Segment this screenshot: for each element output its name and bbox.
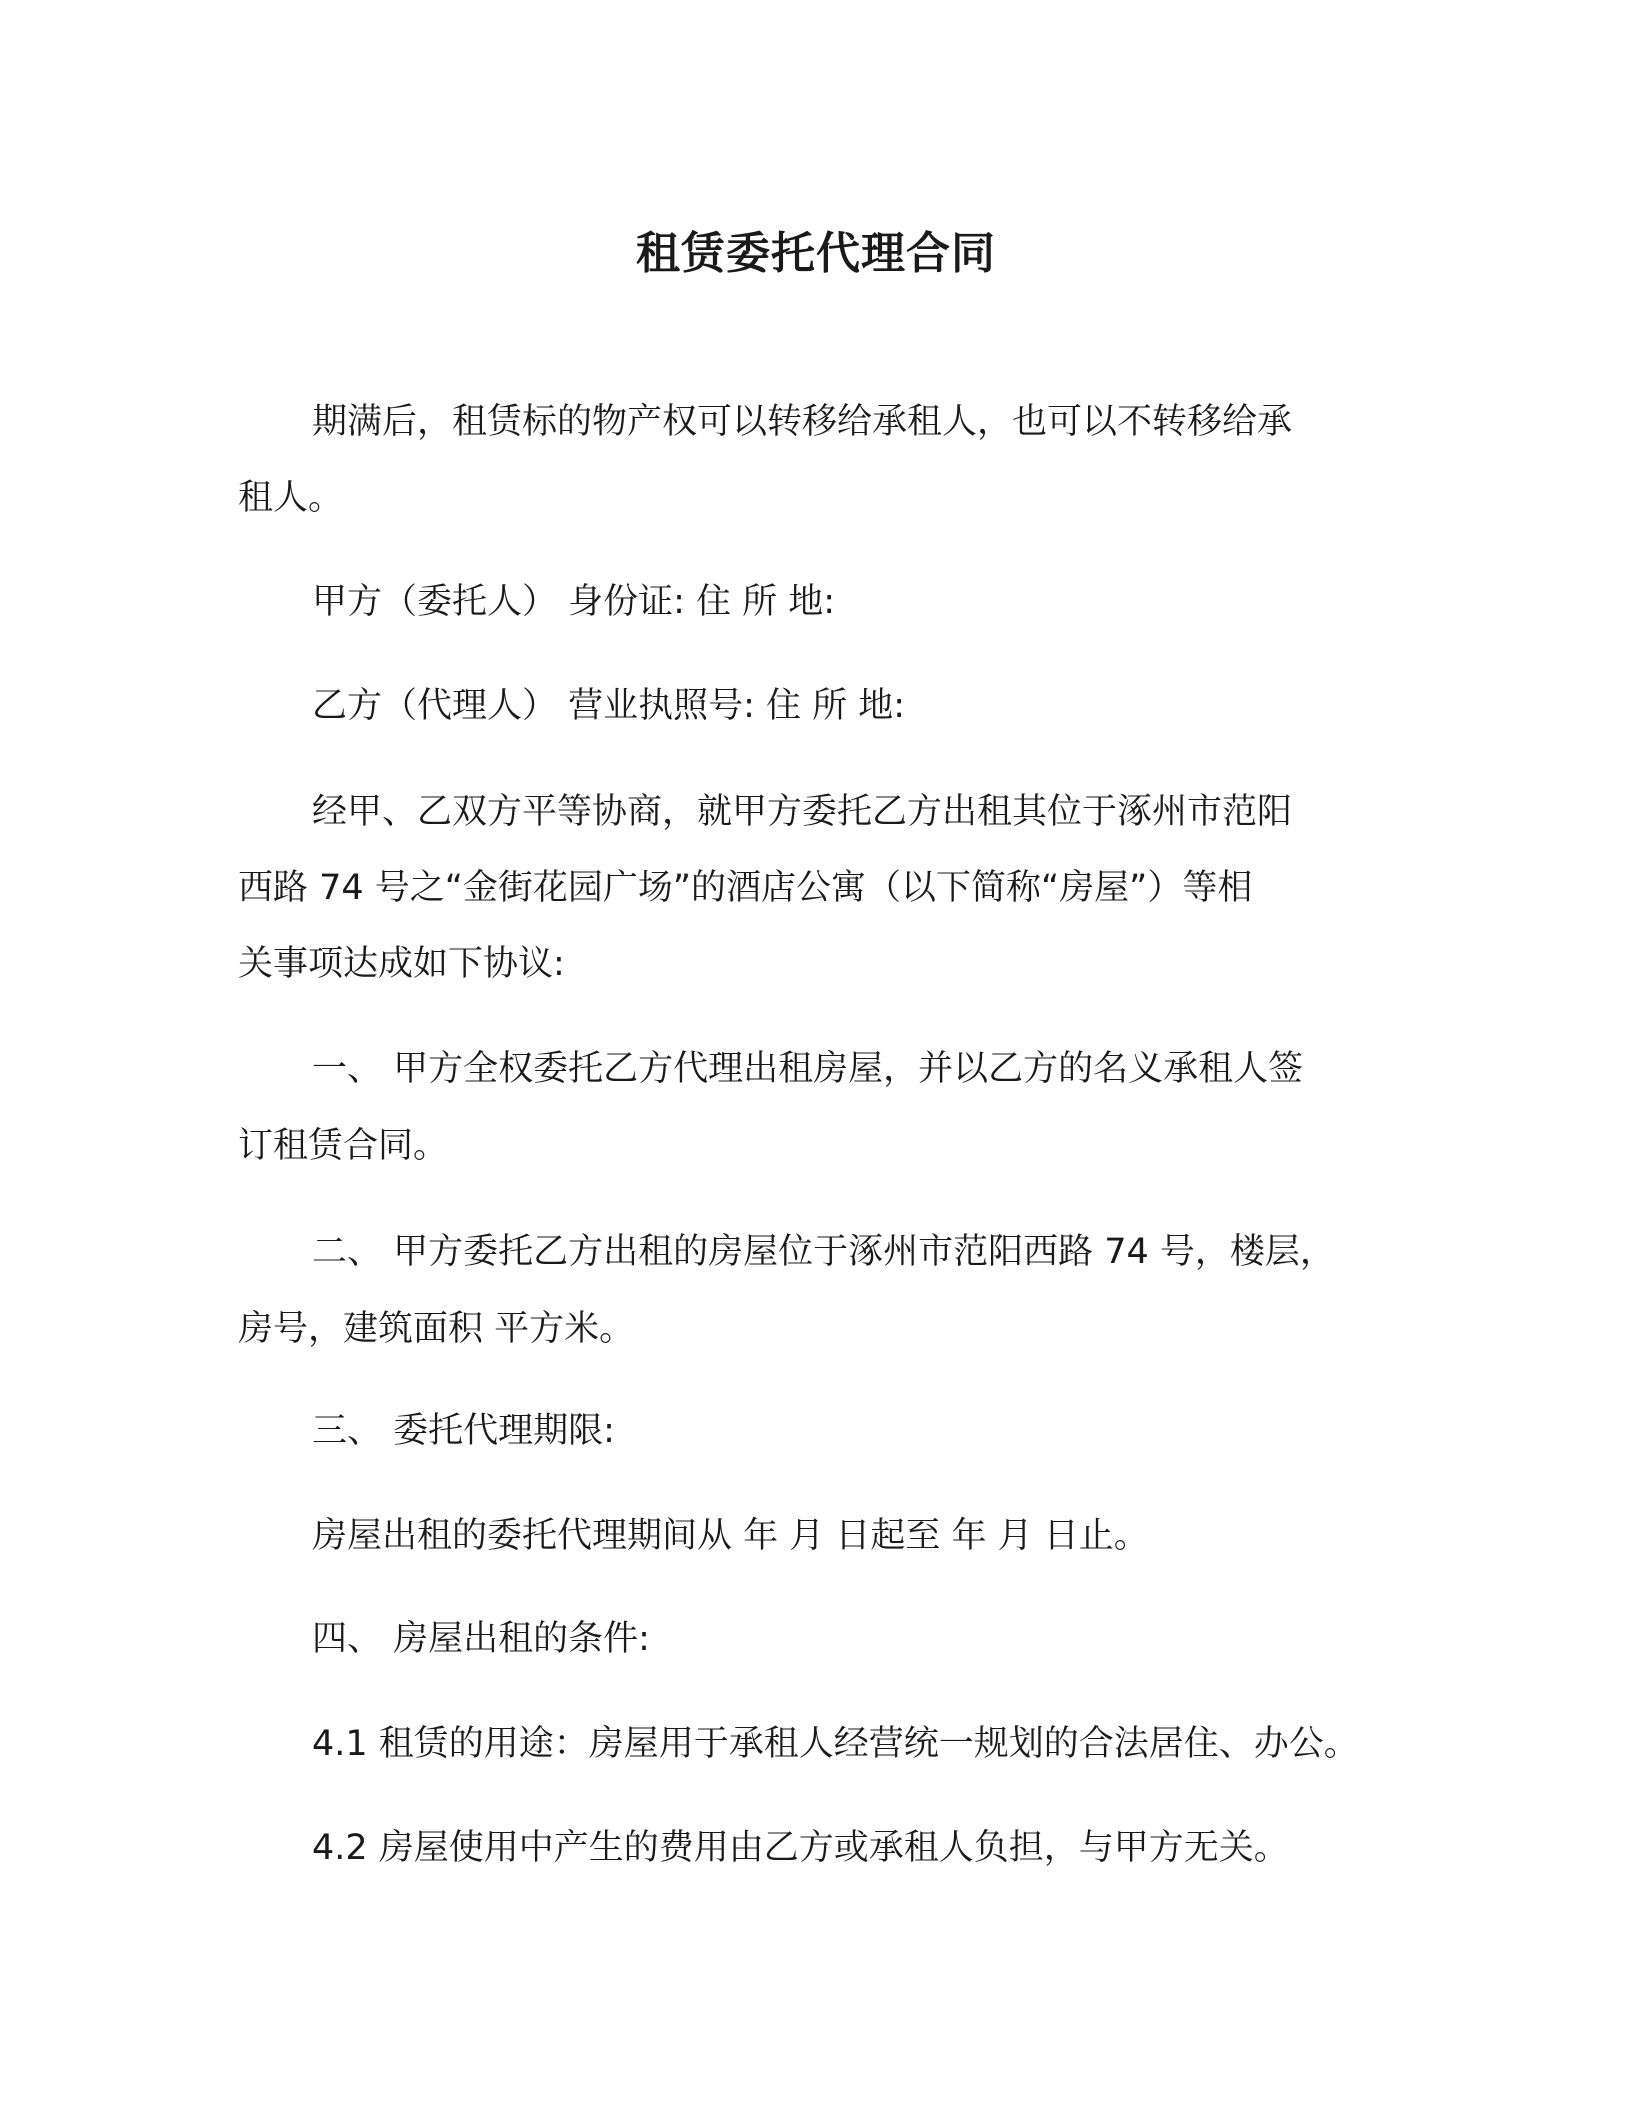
clause-4-2-line: 4.2 房屋使用中产生的费用由乙方或承租人负担，与甲方无关。 (312, 1828, 1289, 1868)
clause-4-1-line: 4.1 租赁的用途：房屋用于承租人经营统一规划的合法居住、办公。 (312, 1724, 1359, 1764)
clause-3-heading: 三、 委托代理期限: (312, 1411, 615, 1451)
clause-2-line: 二、 甲方委托乙方出租的房屋位于涿州市范阳西路 74 号，楼层， (312, 1232, 1335, 1272)
clause-1-line: 一、 甲方全权委托乙方代理出租房屋，并以乙方的名义承租人签 (312, 1049, 1304, 1089)
clause-3-line: 房屋出租的委托代理期间从 年 月 日起至 年 月 日止。 (312, 1516, 1149, 1556)
paragraph-line: 期满后，租赁标的物产权可以转移给承租人，也可以不转移给承 (312, 402, 1293, 442)
party-b-line: 乙方（代理人） 营业执照号: 住 所 地: (312, 686, 906, 726)
paragraph-line: 西路 74 号之“金街花园广场”的酒店公寓（以下简称“房屋”）等相 (238, 868, 1253, 908)
clause-2-line: 房号，建筑面积 平方米。 (238, 1309, 635, 1349)
clause-4-heading: 四、 房屋出租的条件: (312, 1619, 650, 1659)
party-a-line: 甲方（委托人） 身份证: 住 所 地: (312, 582, 836, 622)
document-title: 租赁委托代理合同 (636, 228, 996, 279)
paragraph-line: 经甲、乙双方平等协商，就甲方委托乙方出租其位于涿州市范阳 (312, 792, 1293, 832)
paragraph-line: 租人。 (238, 478, 344, 518)
clause-1-line: 订租赁合同。 (238, 1126, 449, 1166)
paragraph-line: 关事项达成如下协议: (238, 944, 565, 984)
